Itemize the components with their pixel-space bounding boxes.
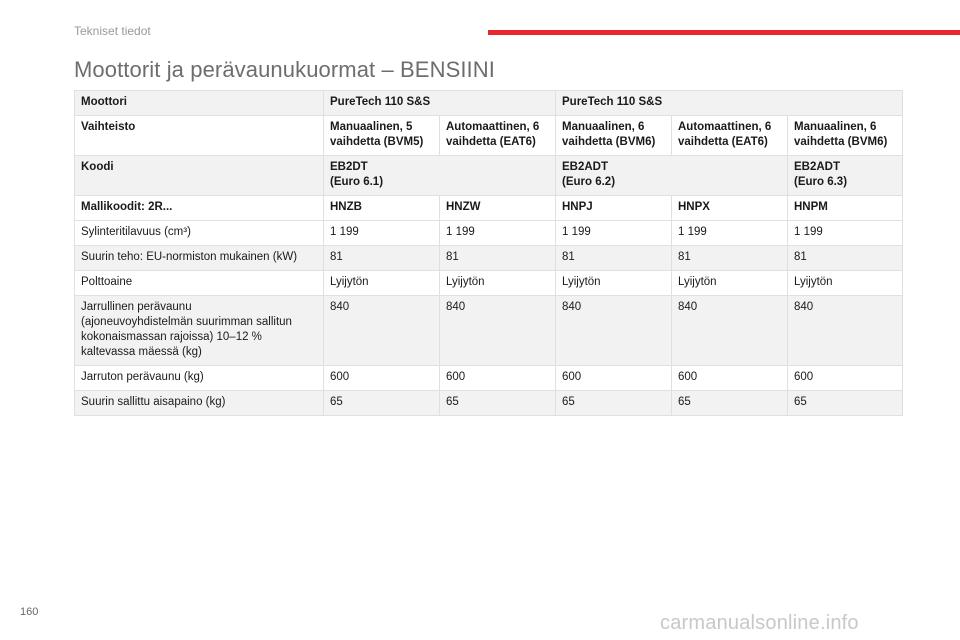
specs-table [74,90,903,416]
row-label-line: Jarrullinen perävaunu [81,301,192,313]
cell-line: (Euro 6.1) [330,176,384,188]
table-cell: 600 [324,366,440,391]
watermark: carmanualsonline.info [660,612,859,634]
table-cell: 81 [440,246,556,271]
table-cell: 840 [556,296,672,366]
table-cell: HNPM [788,196,903,221]
table-row-model [75,196,903,221]
table-cell: 65 [672,391,788,416]
data-rows [75,221,903,416]
section-header: Tekniset tiedot [74,24,151,38]
cell-line: vaihdetta (BVM5) [330,136,424,148]
cell-line: EB2ADT [562,161,609,173]
row-label: Moottori [75,91,324,116]
table-cell: 840 [788,296,903,366]
table-cell: HNZW [440,196,556,221]
row-label: Vaihteisto [75,116,324,156]
table-cell: Lyijytön [788,271,903,296]
table-cell [788,116,903,156]
row-label [75,271,324,296]
cell-line: (Euro 6.2) [562,176,616,188]
table-cell: Lyijytön [440,271,556,296]
table-row [75,221,903,246]
row-label-line: kaltevassa mäessä (kg) [81,346,202,358]
accent-bar [488,30,960,35]
table-cell [324,156,556,196]
table-cell: 600 [672,366,788,391]
table-cell: 81 [672,246,788,271]
table-cell: 65 [556,391,672,416]
row-label [75,391,324,416]
page-number: 160 [20,606,39,618]
row-label-line: Jarruton perävaunu (kg) [81,371,204,383]
table-row [75,296,903,366]
table-cell: HNPX [672,196,788,221]
table-cell [788,156,903,196]
table-cell: Lyijytön [556,271,672,296]
row-label [75,296,324,366]
table-cell: 65 [788,391,903,416]
table-cell: 600 [440,366,556,391]
table-cell [556,116,672,156]
row-label-line: Suurin teho: EU-normiston mukainen (kW) [81,251,298,263]
table-cell [440,116,556,156]
table-cell: 840 [324,296,440,366]
table-cell: 600 [788,366,903,391]
table-cell: 65 [324,391,440,416]
table-cell: 81 [324,246,440,271]
cell-line: Manuaalinen, 6 [562,121,645,133]
cell-line: (Euro 6.3) [794,176,848,188]
table-row [75,246,903,271]
table-row [75,366,903,391]
row-label-line: (ajoneuvoyhdistelmän suurimman sallitun [81,316,292,328]
row-label: Mallikoodit: 2R... [75,196,324,221]
cell-line: Automaattinen, 6 [446,121,540,133]
table-cell: 1 199 [556,221,672,246]
row-label [75,246,324,271]
table-cell: HNZB [324,196,440,221]
table-cell: 840 [672,296,788,366]
cell-line: Automaattinen, 6 [678,121,772,133]
table-cell [672,116,788,156]
table-cell: 1 199 [788,221,903,246]
table-cell: Lyijytön [324,271,440,296]
table-row-code [75,156,903,196]
cell-line: vaihdetta (BVM6) [562,136,656,148]
cell-line: vaihdetta (EAT6) [446,136,536,148]
table-cell: 1 199 [440,221,556,246]
row-label-line: Suurin sallittu aisapaino (kg) [81,396,226,408]
table-cell: 600 [556,366,672,391]
row-label-line: Polttoaine [81,276,133,288]
table-row-gearbox [75,116,903,156]
table-cell: 1 199 [324,221,440,246]
cell-line: vaihdetta (BVM6) [794,136,888,148]
table-cell: 840 [440,296,556,366]
table-cell: 81 [788,246,903,271]
cell-line: vaihdetta (EAT6) [678,136,768,148]
cell-line: Manuaalinen, 5 [330,121,413,133]
table-cell: 1 199 [672,221,788,246]
table-cell [324,116,440,156]
table-cell: HNPJ [556,196,672,221]
table-cell: Lyijytön [672,271,788,296]
table-cell: PureTech 110 S&S [556,91,903,116]
table-row-motor [75,91,903,116]
row-label [75,221,324,246]
table-row [75,391,903,416]
table-cell: PureTech 110 S&S [324,91,556,116]
table-cell [556,156,788,196]
row-label-line: kokonaismassan rajoissa) 10–12 % [81,331,262,343]
cell-line: EB2DT [330,161,368,173]
table-row [75,271,903,296]
row-label [75,366,324,391]
cell-line: Manuaalinen, 6 [794,121,877,133]
table-cell: 81 [556,246,672,271]
row-label: Koodi [75,156,324,196]
page-title: Moottorit ja perävaunukuormat – BENSIINI [74,57,495,82]
cell-line: EB2ADT [794,161,841,173]
table-cell: 65 [440,391,556,416]
row-label-line: Sylinteritilavuus (cm³) [81,226,191,238]
